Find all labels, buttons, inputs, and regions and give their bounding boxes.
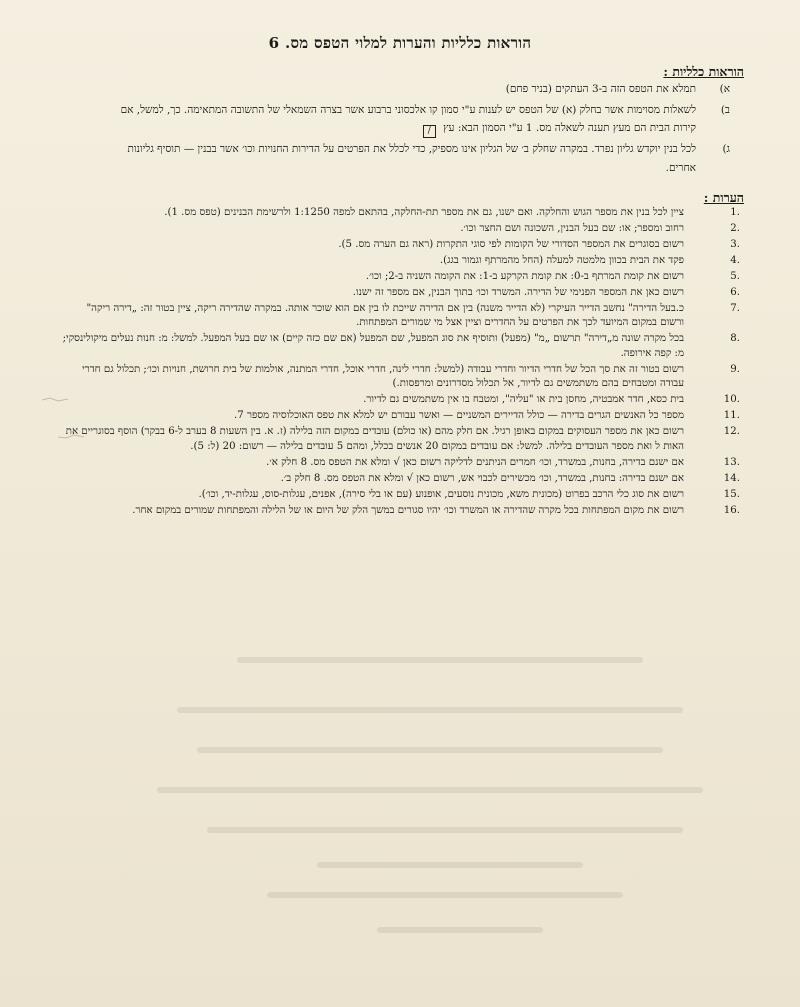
note-text: רחוב ומספר; או: שם בעל הבנין, השכונה ושם החצר וכו׳. [460, 223, 684, 234]
note-item [62, 302, 740, 331]
note-item [62, 363, 740, 392]
note-item [62, 409, 740, 423]
general-item-text: לכל בנין יוקדש גליון נפרד. במקרה שחלק ב׳ של הגליון אינו מספיק, כדי לכלל את הפרטים על הדירות החנויות וכו׳ אשר בבנין — תוסיף גליונות אחרים. [127, 143, 696, 174]
note-number: 7. [730, 303, 740, 314]
general-item [100, 101, 730, 139]
general-instructions [100, 80, 730, 179]
note-number: 6. [730, 287, 740, 298]
note-number: 3. [730, 239, 740, 250]
note-number: 16. [723, 504, 740, 516]
note-item [62, 425, 740, 454]
note-text: אם ישנם בדירה: בחנות, במשרד, וכו׳ מכשירים לכבוי אש, רשום כאן √ ומלא את הטפס מס. 8 חלק ב׳. [280, 472, 684, 484]
note-number: 4. [730, 255, 740, 266]
checkbox-sample: / [423, 125, 436, 138]
note-number: 9. [730, 363, 740, 375]
note-number: 15. [723, 488, 740, 500]
note-item [62, 504, 740, 518]
note-item [62, 332, 740, 361]
page-title: הוראות כלליות והערות למלוי הטפס מס. 6 [268, 34, 532, 52]
general-instructions-heading: הוראות כלליות : [663, 64, 744, 79]
general-item-text: תמלא את הטפס הזה ב-3 העתקים (בניר פחם) [505, 83, 696, 95]
note-number: 12. [723, 426, 740, 438]
margin-mark [56, 432, 86, 445]
note-text: רשום כאן את מספר העסוקים במקום באופן רגיל. אם חלק מהם (או כולם) עובדים במקום הזה בלילה (ז. א. בין השעות 8 בערב ל-6 בבקר) הוסף בסוגריים את האות ל ואת מספר העובדים בלילה. למשל: אם עובדים במקום 20 אנשים בכלל, ומהם 5 עובדים בלילה — רשום: 20 (ל: 5). [65, 426, 684, 452]
general-item-text: לשאלות מסוימות אשר בחלק (א) של הטפס יש לענות ע"י סמון קו אלכסוני ברבוע אשר בצרה השמאלי של התשובה המתאימה. כך, למשל, אם קירות הבית הם מעץ תענה לשאלה מס. 1 ע"י הסמון הבא: עץ [120, 103, 696, 134]
note-item [62, 286, 740, 300]
note-text: פקד את הבית בכוון מלמטה למעלה (החל מהמרתף וגמור בגג). [439, 255, 684, 266]
note-text: רשום בטור זה את סך הכל של חדרי הדיור וחדרי עבודה (למשל: חדרי לינה, חדרי אוכל, חדרי המתנה, אולמות של בית חרושת, חנויות וכו׳; תכלול גם חדרי עבודה ומטבחים בהם משתמשים גם לדיור, אל תכלול מסדרונים ומרפסות.) [82, 363, 684, 390]
note-number: 2. [730, 223, 740, 234]
note-item [62, 393, 740, 407]
note-number: 5. [730, 271, 740, 282]
note-text: רשום את קומת המרתף ב-0: את קומת הקרקע ב-1: את הקומה השניה ב-2; וכו׳. [365, 271, 684, 282]
note-item [62, 472, 740, 486]
notes-heading: הערות : [703, 190, 744, 205]
general-item-letter: ב) [720, 103, 730, 116]
note-item [62, 488, 740, 502]
bleed-mark-icon [56, 432, 86, 442]
note-item [62, 222, 740, 236]
note-number: 14. [723, 472, 740, 484]
note-number: 13. [723, 456, 740, 468]
note-number: 1. [730, 207, 740, 218]
note-number: 8. [730, 333, 740, 345]
note-item [62, 254, 740, 268]
notes-list [62, 206, 740, 520]
note-text: רשום את סוג כלי הרכב בפרוט (מכונית משא, מכונית נוסעים, אופנוע (עם או בלי סירה), אפנים, עגלות-סוס, עגלות-יד, וכו׳). [198, 488, 684, 500]
note-text: רשום בסוגרים את המספר הסדורי של הקומות לפי סוגי התקרות (ראה גם הערה מס. 5). [338, 239, 684, 250]
note-text: מספר כל האנשים הגרים בדירה — כולל הדיירים המשניים — ואשר עבורם יש למלא את טפס האוכלוסיה מספר 7. [233, 410, 684, 422]
general-item-letter: א) [719, 83, 730, 95]
note-item [62, 270, 740, 284]
note-text: בכל מקרה שונה מ„דירה" תרשום „מ" (מפעל) ותוסיף את סוג המפעל, שם המפעל (אם שם כזה קיים) או שם בעל המפעל. למשל: מ: חנות נעלים מיקולינסקי; מ: קפה אירופה. [62, 333, 684, 359]
note-text: בית כסא, חדר אמבטיה, מחסן בית או "עליה", ומטבח בו אין משתמשים גם לדיור. [363, 394, 684, 406]
note-text: רשום את מקום המפתחות בכל מקרה שהדירה או המשרד וכו׳ יהיו סגורים במשך הלק של היום או של הלילה והמפתחות שמורים במקום אחר. [132, 504, 684, 516]
note-number: 11. [723, 410, 740, 422]
note-text: רשום כאן את המספר הפנימי של הדירה. המשרד וכו׳ בתוך הבנין, אם מספר זה ישנו. [352, 287, 684, 298]
margin-mark [40, 395, 70, 408]
bleed-mark-icon [40, 395, 70, 405]
general-item-letter: ג) [722, 143, 730, 155]
bleed-through-texture [120, 640, 720, 970]
note-item [62, 456, 740, 470]
note-number: 10. [723, 394, 740, 406]
note-text: ציין לכל בנין את מספר הגוש והחלקה. ואם ישנו, גם את מספר תת-החלקה, בהתאם למפה 1:1250 ולרשימת הבנינים (טפס מס. 1). [164, 207, 684, 218]
note-text: אם ישנם בדירה, בחנות, במשרד, וכו׳ חמרים הניתנים לדליקה רשום כאן √ ומלא את הטפס מס. 8 חלק א׳. [266, 456, 684, 468]
note-text: כ.בעל הדירה" נחשב הדייר העיקרי (לא הדייר משנה) בין אם הדירה שייכת לו בין אם הוא שוכר אותה. במקרה שהדירה ריקה, ציין בטור זה: „דירה ריקה" ורשום במקום המיועד לכך את הפרטים על החדרים וציין אצל מי שמורים המפתחות. [86, 303, 684, 329]
general-item [100, 80, 730, 99]
general-item [100, 140, 730, 177]
note-item [62, 206, 740, 220]
note-item [62, 238, 740, 252]
